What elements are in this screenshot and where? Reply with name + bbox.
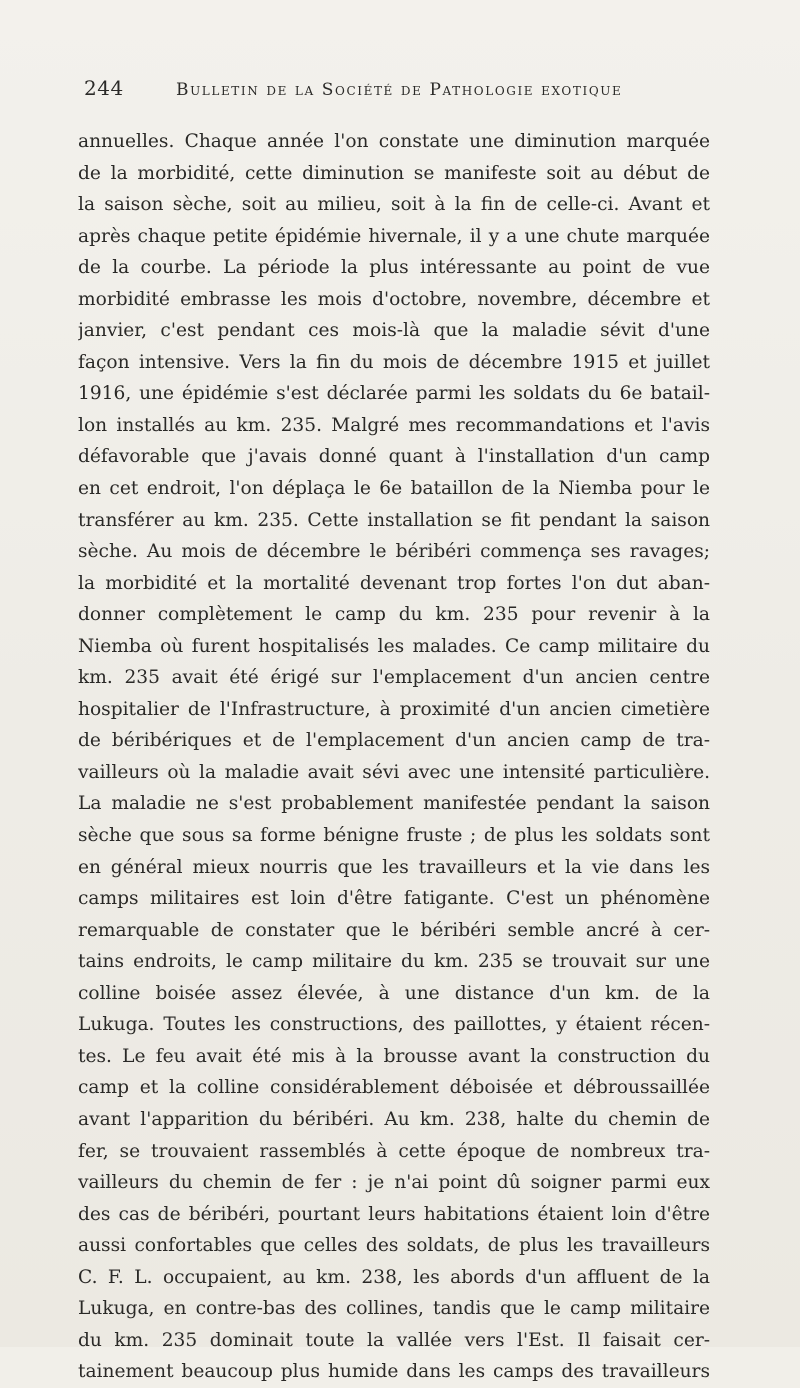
text-line: sèche. Au mois de décembre le béribéri commença ses ravages; xyxy=(78,541,710,563)
text-line: tainement beaucoup plus humide dans les camps des travailleurs xyxy=(78,1361,710,1383)
text-line: sèche que sous sa forme bénigne fruste ; de plus les soldats sont xyxy=(78,825,710,847)
text-line: fer, se trouvaient rassemblés à cette époque de nombreux tra- xyxy=(78,1140,710,1162)
text-line: vailleurs où la maladie avait sévi avec une intensité particulière. xyxy=(78,761,710,783)
text-line: avant l'apparition du béribéri. Au km. 238, halte du chemin de xyxy=(78,1108,710,1130)
running-head xyxy=(84,74,724,108)
text-line: donner complètement le camp du km. 235 pour revenir à la xyxy=(78,604,710,626)
text-line: de la courbe. La période la plus intéressante au point de vue xyxy=(78,257,710,279)
text-line: en général mieux nourris que les travailleurs et la vie dans les xyxy=(78,856,710,878)
text-line: Lukuga. Toutes les constructions, des paillottes, y étaient récen- xyxy=(78,1014,710,1036)
text-line: de béribériques et de l'emplacement d'un ancien camp de tra- xyxy=(78,730,710,752)
text-line: C. F. L. occupaient, au km. 238, les abords d'un affluent de la xyxy=(78,1266,710,1288)
text-line: défavorable que j'avais donné quant à l'installation d'un camp xyxy=(78,446,710,468)
body-text xyxy=(78,126,710,1388)
text-line: tains endroits, le camp militaire du km. 235 se trouvait sur une xyxy=(78,951,710,973)
text-line: du km. 235 dominait toute la vallée vers l'Est. Il faisait cer- xyxy=(78,1329,710,1351)
text-line: Lukuga, en contre-bas des collines, tandis que le camp militaire xyxy=(78,1298,710,1320)
text-line: km. 235 avait été érigé sur l'emplacement d'un ancien centre xyxy=(78,667,710,689)
journal-title: Bulletin de la Société de Pathologie exotique xyxy=(176,80,623,100)
text-line: 1916, une épidémie s'est déclarée parmi les soldats du 6e batail- xyxy=(78,383,710,405)
text-line: des cas de béribéri, pourtant leurs habitations étaient loin d'être xyxy=(78,1203,710,1225)
text-line: Niemba où furent hospitalisés les malades. Ce camp militaire du xyxy=(78,635,710,657)
page-number: 244 xyxy=(84,76,124,100)
text-line: janvier, c'est pendant ces mois-là que la maladie sévit d'une xyxy=(78,320,710,342)
text-line: en cet endroit, l'on déplaça le 6e bataillon de la Niemba pour le xyxy=(78,478,710,500)
text-line: colline boisée assez élevée, à une distance d'un km. de la xyxy=(78,982,710,1004)
text-line: la morbidité et la mortalité devenant trop fortes l'on dut aban- xyxy=(78,572,710,594)
text-line: morbidité embrasse les mois d'octobre, novembre, décembre et xyxy=(78,288,710,310)
text-line: annuelles. Chaque année l'on constate une diminution marquée xyxy=(78,131,710,152)
text-line: La maladie ne s'est probablement manifestée pendant la saison xyxy=(78,793,710,815)
text-line: tes. Le feu avait été mis à la brousse avant la construction du xyxy=(78,1045,710,1067)
text-line: vailleurs du chemin de fer : je n'ai point dû soigner parmi eux xyxy=(78,1172,710,1194)
text-line: lon installés au km. 235. Malgré mes recommandations et l'avis xyxy=(78,414,710,436)
text-line: remarquable de constater que le béribéri semble ancré à cer- xyxy=(78,919,710,941)
text-line: aussi confortables que celles des soldats, de plus les travailleurs xyxy=(78,1235,710,1257)
text-line: hospitalier de l'Infrastructure, à proximité d'un ancien cimetière xyxy=(78,698,710,720)
text-line: de la morbidité, cette diminution se manifeste soit au début de xyxy=(78,162,710,184)
text-line: camp et la colline considérablement déboisée et débroussaillée xyxy=(78,1077,710,1099)
text-line: la saison sèche, soit au milieu, soit à la fin de celle-ci. Avant et xyxy=(78,194,710,216)
text-line: façon intensive. Vers la fin du mois de décembre 1915 et juillet xyxy=(78,351,710,373)
text-line: camps militaires est loin d'être fatigante. C'est un phénomène xyxy=(78,888,710,910)
text-line: transférer au km. 235. Cette installation se fit pendant la saison xyxy=(78,509,710,531)
text-line: après chaque petite épidémie hivernale, il y a une chute marquée xyxy=(78,225,710,247)
